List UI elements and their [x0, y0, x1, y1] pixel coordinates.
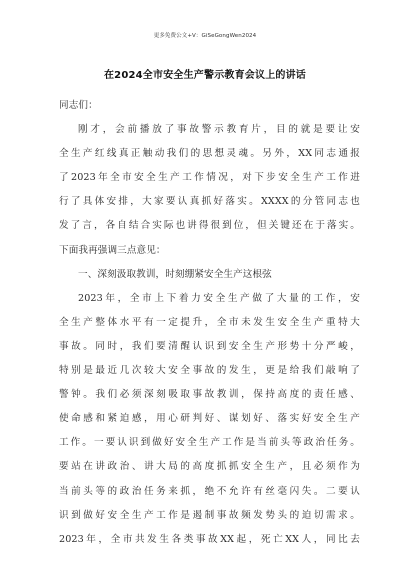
body-line: 下面我再强调三点意见： — [59, 244, 166, 256]
body-line: 2023年，全市共发生各类事故XX起，死亡XX人，同比去 — [59, 533, 360, 545]
body-line: 一、深刻汲取教训，时刻绷紧安全生产这根弦 — [78, 268, 272, 280]
body-line: 警钟。我们必须深刻吸取事故教训，保持高度的责任感、 — [59, 389, 360, 401]
body-line: 特别是最近几次较大安全事故的发生，更是给我们敲响了 — [59, 365, 360, 377]
body-line: 当前头等的政治任务来抓，绝不允许有丝毫闪失。二要认 — [59, 485, 360, 497]
body-line: 工作。一要认识到做好安全生产工作是当前头等政治任务。 — [59, 437, 360, 449]
body-line: 事故。同时，我们要清醒认识到安全生产形势十分严峻， — [59, 340, 360, 352]
body-line: 识到做好安全生产工作是遏制事故频发势头的迫切需求。 — [59, 509, 360, 521]
body-line: 全生产红线真正触动我们的思想灵魂。另外，XX同志通报 — [59, 148, 360, 160]
body-line: 了2023年全市安全生产工作情况，对下步安全生产工作进 — [59, 172, 360, 184]
body-line: 2023年，全市上下着力安全生产做了大量的工作，安 — [78, 292, 360, 304]
header-note: 更多免费公文+V：GiSeGongWen2024 — [153, 33, 257, 39]
body-line: 使命感和紧迫感，用心研判好、谋划好、落实好安全生产 — [59, 413, 360, 425]
body-line: 发了言，各自结合实际也讲得很到位，但关键还在于落实。 — [59, 220, 360, 232]
body-line: 刚才，会前播放了事故警示教育片，目的就是要让安 — [78, 124, 360, 136]
body-line: 行了具体安排，大家要认真抓好落实。XXXX的分管同志也 — [59, 196, 360, 208]
body-line: 要站在讲政治、讲大局的高度抓抓安全生产，且必须作为 — [59, 461, 360, 473]
body-line: 同志们： — [59, 100, 98, 111]
speech-body — [59, 94, 360, 552]
speech-title: 在2024全市安全生产警示教育会议上的讲话 — [103, 70, 307, 81]
body-line: 全生产整体水平有一定提升，全市未发生安全生产重特大 — [59, 316, 360, 328]
